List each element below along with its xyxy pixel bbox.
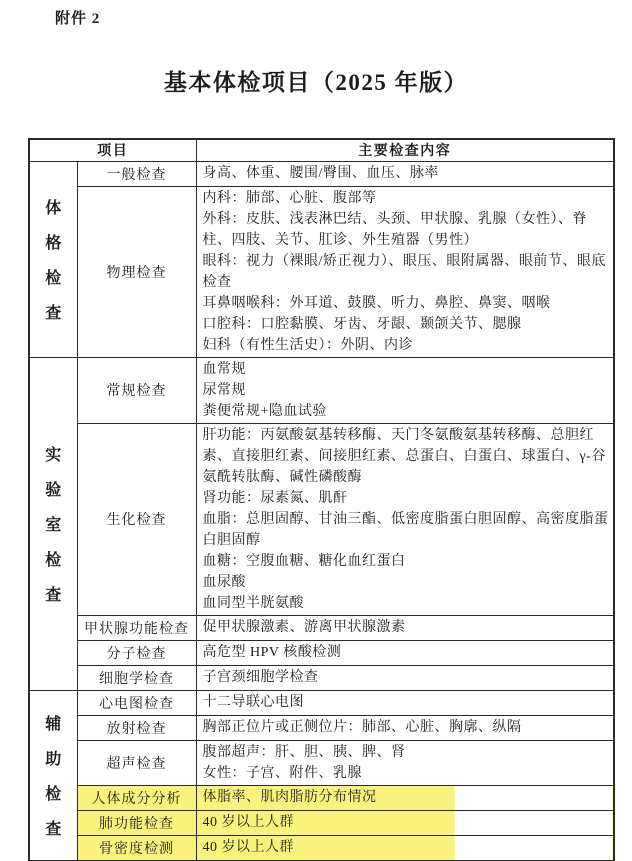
content-line: 粪便常规+隐血试验 <box>202 403 327 419</box>
content-cell <box>196 357 614 423</box>
content-line: 血脂：总胆固醇、甘油三酯、低密度脂蛋白胆固醇、高密度脂蛋白胆固醇 <box>202 511 609 548</box>
table-row <box>29 690 614 715</box>
item-cell: 常规检查 <box>77 357 196 423</box>
table-row <box>29 615 614 640</box>
category-char: 查 <box>45 305 62 322</box>
header-content-column: 主要检查内容 <box>196 139 614 161</box>
category-char: 检 <box>45 786 62 803</box>
table-header-row <box>29 139 614 161</box>
category-cell-0 <box>29 161 77 357</box>
item-cell: 人体成分分析 <box>77 785 196 810</box>
content-line: 肝功能：丙氨酸氨基转移酶、天门冬氨酸氨基转移酶、总胆红素、直接胆红素、间接胆红素、总蛋白、白蛋白、球蛋白、γ-谷氨酰转肽酶、碱性磷酸酶 <box>202 427 606 485</box>
content-line: 促甲状腺激素、游离甲状腺激素 <box>202 620 406 635</box>
content-line: 子宫颈细胞学检查 <box>202 670 319 685</box>
table-row <box>29 357 614 423</box>
category-char: 室 <box>45 517 62 534</box>
content-cell <box>196 423 614 615</box>
table-row <box>29 785 614 810</box>
table-row <box>29 186 614 357</box>
category-char: 实 <box>45 447 62 464</box>
category-char: 查 <box>45 587 62 604</box>
table-row <box>29 640 614 665</box>
table-row <box>29 161 614 186</box>
content-line: 眼科：视力（裸眼/矫正视力）、眼压、眼附属器、眼前节、眼底检查 <box>202 253 606 290</box>
content-cell <box>196 161 614 186</box>
content-line: 血糖：空腹血糖、糖化血红蛋白 <box>202 553 406 569</box>
content-cell <box>196 715 614 740</box>
content-line: 女性：子宫、附件、乳腺 <box>202 765 362 781</box>
table-row <box>29 715 614 740</box>
page-title: 基本体检项目（2025 年版） <box>163 70 469 95</box>
content-line: 40 岁以上人群 <box>202 815 294 830</box>
content-line: 肾功能：尿素氮、肌酐 <box>202 490 348 506</box>
item-cell: 心电图检查 <box>77 690 196 715</box>
content-line: 内科：肺部、心脏、腹部等 <box>202 190 377 206</box>
item-cell: 分子检查 <box>77 640 196 665</box>
category-char: 查 <box>45 821 62 838</box>
content-line: 十二导联心电图 <box>202 695 304 710</box>
content-cell <box>196 615 614 640</box>
table-row <box>29 665 614 690</box>
table-row <box>29 423 614 615</box>
content-cell <box>196 640 614 665</box>
item-cell: 细胞学检查 <box>77 665 196 690</box>
content-line: 腹部超声：肝、胆、胰、脾、肾 <box>202 744 406 760</box>
content-cell <box>196 690 614 715</box>
item-cell: 骨密度检测 <box>77 835 196 861</box>
category-char: 检 <box>45 552 62 569</box>
content-line: 妇科（有性生活史）：外阴、内诊 <box>202 337 413 353</box>
content-cell <box>196 665 614 690</box>
exam-table-body <box>29 161 614 861</box>
item-cell: 物理检查 <box>77 186 196 357</box>
category-vertical-label <box>30 711 77 839</box>
exam-table <box>28 138 615 861</box>
category-cell-1 <box>29 357 77 690</box>
category-vertical-label <box>30 195 77 323</box>
content-cell <box>196 186 614 357</box>
content-line: 口腔科：口腔黏膜、牙齿、牙龈、颞颌关节、腮腺 <box>202 316 522 332</box>
table-row <box>29 740 614 785</box>
content-line: 尿常规 <box>202 382 246 398</box>
category-char: 助 <box>45 751 62 768</box>
item-cell: 一般检查 <box>77 161 196 186</box>
category-char: 辅 <box>45 716 62 733</box>
item-cell: 甲状腺功能检查 <box>77 615 196 640</box>
content-cell <box>196 740 614 785</box>
category-cell-2 <box>29 690 77 861</box>
item-cell: 肺功能检查 <box>77 810 196 835</box>
category-char: 检 <box>45 270 62 287</box>
item-cell: 放射检查 <box>77 715 196 740</box>
content-cell <box>196 785 614 810</box>
table-row <box>29 835 614 861</box>
table-row <box>29 810 614 835</box>
content-line: 耳鼻咽喉科：外耳道、鼓膜、听力、鼻腔、鼻窦、咽喉 <box>202 295 551 311</box>
content-cell <box>196 835 614 861</box>
content-line: 血同型半胱氨酸 <box>202 595 304 611</box>
content-line: 外科：皮肤、浅表淋巴结、头颈、甲状腺、乳腺（女性）、脊柱、四肢、关节、肛诊、外生殖器（男性） <box>202 211 587 248</box>
content-line: 胸部正位片或正侧位片：肺部、心脏、胸廓、纵隔 <box>202 720 522 735</box>
header-item-column: 项目 <box>29 139 196 161</box>
category-vertical-label <box>30 442 77 605</box>
content-line: 体脂率、肌肉脂肪分布情况 <box>202 790 377 805</box>
category-char: 验 <box>45 482 62 499</box>
attachment-label: 附件 2 <box>55 11 101 27</box>
content-line: 血常规 <box>202 361 246 377</box>
category-char: 格 <box>45 235 62 252</box>
content-line: 血尿酸 <box>202 574 246 590</box>
content-line: 高危型 HPV 核酸检测 <box>202 645 342 660</box>
category-char: 体 <box>45 200 62 217</box>
item-cell: 超声检查 <box>77 740 196 785</box>
content-line: 身高、体重、腰围/臀围、血压、脉率 <box>202 166 439 181</box>
content-line: 40 岁以上人群 <box>202 840 294 855</box>
item-cell: 生化检查 <box>77 423 196 615</box>
content-cell <box>196 810 614 835</box>
